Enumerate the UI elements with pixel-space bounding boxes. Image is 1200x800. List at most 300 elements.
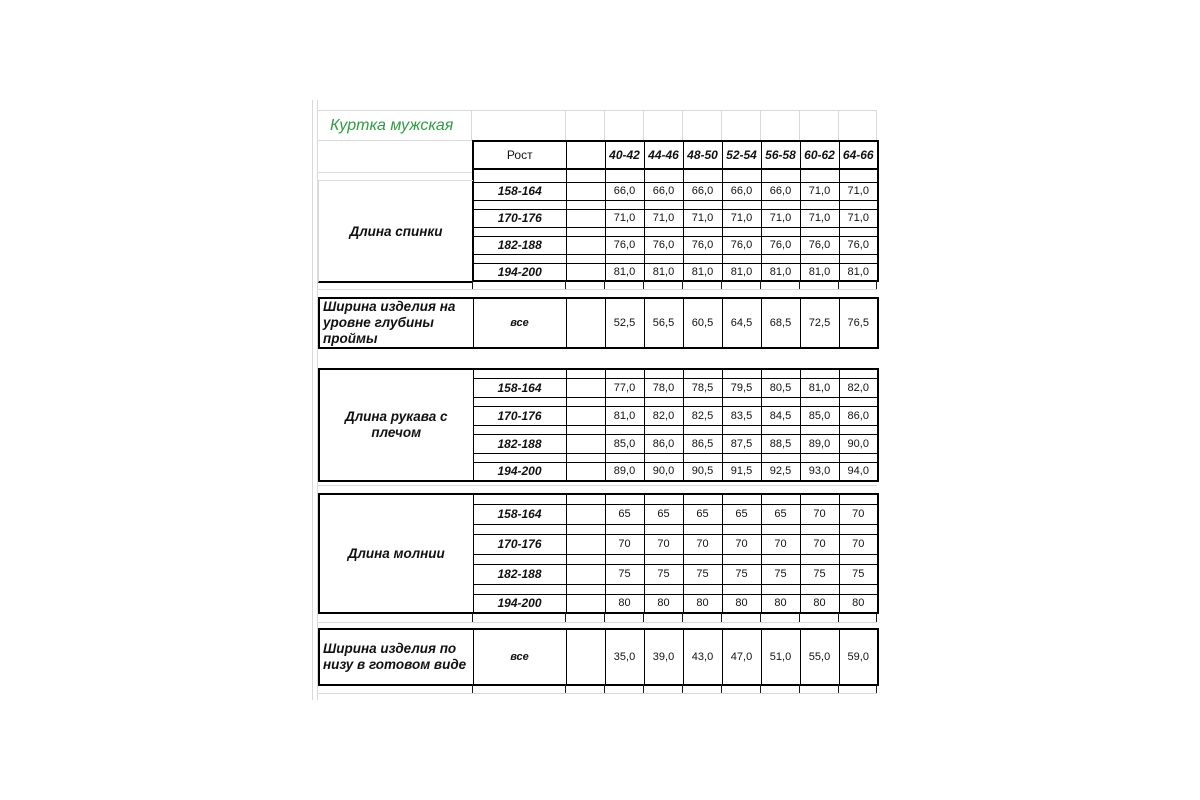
- value-cell: 85,0: [800, 406, 839, 425]
- empty-cell: [761, 524, 800, 534]
- value-cell: 90,5: [683, 462, 722, 481]
- gridline: [643, 613, 644, 622]
- value-cell: 80: [839, 594, 878, 613]
- empty-cell: [473, 554, 566, 564]
- value-cell: 90,0: [644, 462, 683, 481]
- value-cell: 77,0: [605, 378, 644, 397]
- gridline: [721, 280, 722, 289]
- height-range-cell: 170-176: [473, 534, 566, 554]
- empty-cell: [605, 453, 644, 462]
- section-zipper-length-table: [318, 493, 879, 614]
- gridline: [682, 613, 683, 622]
- value-cell: 81,0: [722, 263, 761, 281]
- empty-cell: [800, 200, 839, 209]
- section-label: Длина молнии: [319, 494, 473, 613]
- section-chest-width-table: [318, 297, 879, 349]
- gridline: [312, 100, 313, 700]
- value-cell: 84,5: [761, 406, 800, 425]
- value-cell: 82,0: [839, 378, 878, 397]
- value-cell: 81,0: [800, 263, 839, 281]
- empty-cell: [839, 254, 878, 263]
- value-cell: 51,0: [761, 629, 800, 685]
- value-cell: 66,0: [644, 182, 683, 200]
- empty-cell: [566, 494, 605, 504]
- gridline: [838, 613, 839, 622]
- empty-cell: [566, 209, 605, 227]
- empty-cell: [644, 584, 683, 594]
- section-hem-width-table: [318, 628, 879, 686]
- empty-cell: [644, 369, 683, 378]
- empty-cell: [566, 298, 605, 348]
- value-cell: 65: [605, 504, 644, 524]
- empty-cell: [839, 494, 878, 504]
- height-range-cell: 158-164: [473, 504, 566, 524]
- height-range-cell: 194-200: [473, 462, 566, 481]
- value-cell: 66,0: [605, 182, 644, 200]
- value-cell: 75: [683, 564, 722, 584]
- gridline: [721, 110, 722, 140]
- gridline: [799, 684, 800, 693]
- empty-cell: [722, 200, 761, 209]
- value-cell: 81,0: [644, 263, 683, 281]
- value-cell: 81,0: [605, 406, 644, 425]
- value-cell: 80: [761, 594, 800, 613]
- empty-cell: [839, 369, 878, 378]
- value-cell: 93,0: [800, 462, 839, 481]
- empty-cell: [683, 397, 722, 406]
- empty-cell: [722, 524, 761, 534]
- empty-cell: [644, 227, 683, 236]
- value-cell: 90,0: [839, 434, 878, 453]
- gridline: [643, 110, 644, 140]
- empty-cell: [683, 425, 722, 434]
- value-cell: 91,5: [722, 462, 761, 481]
- gridline: [318, 485, 877, 486]
- empty-cell: [683, 227, 722, 236]
- gridline: [838, 684, 839, 693]
- gridline: [565, 684, 566, 693]
- empty-cell: [566, 378, 605, 397]
- value-cell: 81,0: [683, 263, 722, 281]
- section-label: Ширина изделия по низу в готовом виде: [319, 629, 473, 685]
- empty-cell: [761, 169, 800, 182]
- value-cell: 76,0: [722, 236, 761, 254]
- gridline: [472, 280, 473, 289]
- value-cell: 71,0: [644, 209, 683, 227]
- empty-cell: [473, 453, 566, 462]
- value-cell: 60,5: [683, 298, 722, 348]
- size-column-header: 40-42: [605, 141, 644, 169]
- empty-cell: [473, 169, 566, 182]
- value-cell: 89,0: [800, 434, 839, 453]
- height-range-cell: 158-164: [473, 182, 566, 200]
- empty-cell: [605, 200, 644, 209]
- size-header-table: [472, 140, 879, 170]
- section-back-length-table: [472, 168, 879, 282]
- empty-cell: [839, 397, 878, 406]
- gridline: [876, 613, 877, 622]
- value-cell: 82,0: [644, 406, 683, 425]
- empty-cell: [566, 406, 605, 425]
- empty-cell: [473, 369, 566, 378]
- gridline: [318, 140, 472, 141]
- gridline: [643, 280, 644, 289]
- gridline: [472, 613, 473, 622]
- empty-cell: [800, 227, 839, 236]
- gridline: [318, 172, 472, 173]
- size-column-header: 60-62: [800, 141, 839, 169]
- empty-cell: [722, 494, 761, 504]
- value-cell: 71,0: [839, 209, 878, 227]
- empty-cell: [761, 397, 800, 406]
- size-column-header: 44-46: [644, 141, 683, 169]
- empty-cell: [566, 462, 605, 481]
- section-label: Ширина изделия на уровне глубины проймы: [319, 298, 473, 348]
- gridline: [721, 684, 722, 693]
- height-range-cell: 194-200: [473, 263, 566, 281]
- value-cell: 70: [839, 504, 878, 524]
- value-cell: 71,0: [683, 209, 722, 227]
- gridline: [565, 110, 566, 140]
- value-cell: 72,5: [800, 298, 839, 348]
- empty-cell: [800, 425, 839, 434]
- value-cell: 76,0: [800, 236, 839, 254]
- height-range-cell: 194-200: [473, 594, 566, 613]
- empty-cell: [566, 524, 605, 534]
- gridline: [604, 110, 605, 140]
- gridline: [604, 684, 605, 693]
- empty-cell: [566, 534, 605, 554]
- empty-cell: [566, 169, 605, 182]
- empty-cell: [683, 200, 722, 209]
- value-cell: 76,5: [839, 298, 878, 348]
- empty-cell: [473, 425, 566, 434]
- empty-cell: [761, 200, 800, 209]
- value-cell: 76,0: [644, 236, 683, 254]
- value-cell: 70: [605, 534, 644, 554]
- empty-cell: [683, 524, 722, 534]
- value-cell: 66,0: [722, 182, 761, 200]
- gridline: [682, 280, 683, 289]
- empty-cell: [566, 564, 605, 584]
- value-cell: 71,0: [839, 182, 878, 200]
- product-title: Куртка мужская: [330, 117, 454, 134]
- gridline: [604, 280, 605, 289]
- value-cell: 71,0: [722, 209, 761, 227]
- gridline: [682, 684, 683, 693]
- empty-cell: [839, 524, 878, 534]
- empty-cell: [605, 584, 644, 594]
- empty-cell: [566, 182, 605, 200]
- empty-cell: [644, 254, 683, 263]
- empty-cell: [605, 397, 644, 406]
- section-label: Длина рукава с плечом: [319, 369, 473, 481]
- value-cell: 71,0: [800, 209, 839, 227]
- gridline: [318, 110, 877, 111]
- empty-cell: [683, 584, 722, 594]
- value-cell: 81,0: [761, 263, 800, 281]
- empty-cell: [722, 397, 761, 406]
- section-sleeve-length-table: [318, 368, 879, 482]
- value-cell: 81,0: [605, 263, 644, 281]
- section-label: Длина спинки: [318, 180, 473, 283]
- empty-cell: [761, 494, 800, 504]
- gridline: [760, 684, 761, 693]
- empty-cell: [644, 554, 683, 564]
- size-column-header: 56-58: [761, 141, 800, 169]
- empty-cell: [473, 494, 566, 504]
- gridline: [682, 110, 683, 140]
- size-column-header: 64-66: [839, 141, 878, 169]
- empty-cell: [722, 584, 761, 594]
- empty-cell: [566, 584, 605, 594]
- height-range-cell: все: [473, 298, 566, 348]
- value-cell: 65: [722, 504, 761, 524]
- empty-cell: [566, 629, 605, 685]
- value-cell: 71,0: [800, 182, 839, 200]
- empty-cell: [605, 425, 644, 434]
- value-cell: 75: [644, 564, 683, 584]
- empty-cell: [473, 200, 566, 209]
- gridline: [471, 110, 472, 140]
- gridline: [604, 613, 605, 622]
- empty-cell: [566, 200, 605, 209]
- empty-cell: [800, 584, 839, 594]
- value-cell: 75: [761, 564, 800, 584]
- empty-cell: [644, 169, 683, 182]
- value-cell: 70: [800, 534, 839, 554]
- value-cell: 81,0: [839, 263, 878, 281]
- empty-cell: [605, 369, 644, 378]
- gridline: [760, 110, 761, 140]
- gridline: [318, 622, 877, 623]
- value-cell: 83,5: [722, 406, 761, 425]
- empty-cell: [761, 254, 800, 263]
- size-column-header: 48-50: [683, 141, 722, 169]
- gridline: [838, 280, 839, 289]
- gridline: [318, 289, 877, 290]
- empty-cell: [839, 425, 878, 434]
- size-column-header: 52-54: [722, 141, 761, 169]
- value-cell: 71,0: [761, 209, 800, 227]
- value-cell: 70: [761, 534, 800, 554]
- value-cell: 89,0: [605, 462, 644, 481]
- empty-cell: [644, 494, 683, 504]
- value-cell: 76,0: [761, 236, 800, 254]
- height-range-cell: 182-188: [473, 564, 566, 584]
- empty-cell: [473, 524, 566, 534]
- gridline: [799, 613, 800, 622]
- empty-cell: [800, 369, 839, 378]
- value-cell: 56,5: [644, 298, 683, 348]
- value-cell: 80: [605, 594, 644, 613]
- gridline: [876, 280, 877, 289]
- value-cell: 68,5: [761, 298, 800, 348]
- empty-cell: [605, 254, 644, 263]
- empty-cell: [839, 200, 878, 209]
- value-cell: 85,0: [605, 434, 644, 453]
- value-cell: 75: [800, 564, 839, 584]
- empty-cell: [644, 397, 683, 406]
- empty-cell: [839, 584, 878, 594]
- empty-cell: [800, 397, 839, 406]
- empty-cell: [605, 554, 644, 564]
- empty-cell: [566, 397, 605, 406]
- value-cell: 70: [644, 534, 683, 554]
- empty-cell: [605, 494, 644, 504]
- empty-cell: [566, 141, 605, 169]
- empty-cell: [722, 254, 761, 263]
- gridline: [838, 110, 839, 140]
- value-cell: 87,5: [722, 434, 761, 453]
- empty-cell: [683, 254, 722, 263]
- gridline: [799, 280, 800, 289]
- empty-cell: [800, 453, 839, 462]
- empty-cell: [722, 369, 761, 378]
- value-cell: 39,0: [644, 629, 683, 685]
- empty-cell: [761, 584, 800, 594]
- empty-cell: [722, 554, 761, 564]
- gridline: [472, 684, 473, 693]
- value-cell: 86,0: [644, 434, 683, 453]
- value-cell: 76,0: [683, 236, 722, 254]
- gridline: [565, 613, 566, 622]
- empty-cell: [566, 594, 605, 613]
- empty-cell: [566, 453, 605, 462]
- empty-cell: [683, 169, 722, 182]
- value-cell: 65: [683, 504, 722, 524]
- gridline: [876, 110, 877, 140]
- empty-cell: [605, 524, 644, 534]
- gridline: [565, 280, 566, 289]
- empty-cell: [722, 227, 761, 236]
- empty-cell: [761, 453, 800, 462]
- empty-cell: [839, 169, 878, 182]
- value-cell: 86,5: [683, 434, 722, 453]
- empty-cell: [644, 425, 683, 434]
- value-cell: 64,5: [722, 298, 761, 348]
- empty-cell: [722, 453, 761, 462]
- value-cell: 82,5: [683, 406, 722, 425]
- value-cell: 86,0: [839, 406, 878, 425]
- gridline: [876, 684, 877, 693]
- empty-cell: [473, 227, 566, 236]
- empty-cell: [683, 554, 722, 564]
- value-cell: 75: [605, 564, 644, 584]
- value-cell: 88,5: [761, 434, 800, 453]
- empty-cell: [722, 425, 761, 434]
- height-range-cell: все: [473, 629, 566, 685]
- value-cell: 80: [644, 594, 683, 613]
- value-cell: 81,0: [800, 378, 839, 397]
- value-cell: 55,0: [800, 629, 839, 685]
- empty-cell: [800, 494, 839, 504]
- empty-cell: [839, 554, 878, 564]
- value-cell: 79,5: [722, 378, 761, 397]
- empty-cell: [566, 434, 605, 453]
- value-cell: 80: [683, 594, 722, 613]
- value-cell: 70: [722, 534, 761, 554]
- empty-cell: [473, 584, 566, 594]
- empty-cell: [800, 254, 839, 263]
- empty-cell: [566, 263, 605, 281]
- value-cell: 65: [644, 504, 683, 524]
- gridline: [318, 693, 877, 694]
- empty-cell: [644, 200, 683, 209]
- empty-cell: [473, 254, 566, 263]
- value-cell: 71,0: [605, 209, 644, 227]
- value-cell: 59,0: [839, 629, 878, 685]
- value-cell: 70: [839, 534, 878, 554]
- empty-cell: [761, 369, 800, 378]
- value-cell: 94,0: [839, 462, 878, 481]
- gridline: [799, 110, 800, 140]
- value-cell: 66,0: [683, 182, 722, 200]
- empty-cell: [761, 554, 800, 564]
- empty-cell: [566, 369, 605, 378]
- empty-cell: [566, 504, 605, 524]
- gridline: [721, 613, 722, 622]
- gridline: [760, 280, 761, 289]
- height-range-cell: 170-176: [473, 406, 566, 425]
- value-cell: 78,5: [683, 378, 722, 397]
- empty-cell: [683, 453, 722, 462]
- empty-cell: [644, 524, 683, 534]
- height-range-cell: 182-188: [473, 434, 566, 453]
- empty-cell: [761, 227, 800, 236]
- value-cell: 52,5: [605, 298, 644, 348]
- height-range-cell: 182-188: [473, 236, 566, 254]
- value-cell: 70: [800, 504, 839, 524]
- value-cell: 78,0: [644, 378, 683, 397]
- gridline: [643, 684, 644, 693]
- value-cell: 65: [761, 504, 800, 524]
- gridline: [760, 613, 761, 622]
- value-cell: 66,0: [761, 182, 800, 200]
- empty-cell: [839, 453, 878, 462]
- empty-cell: [800, 554, 839, 564]
- empty-cell: [605, 227, 644, 236]
- empty-cell: [566, 227, 605, 236]
- value-cell: 80,5: [761, 378, 800, 397]
- value-cell: 70: [683, 534, 722, 554]
- empty-cell: [566, 425, 605, 434]
- empty-cell: [722, 169, 761, 182]
- empty-cell: [683, 369, 722, 378]
- empty-cell: [605, 169, 644, 182]
- value-cell: 75: [722, 564, 761, 584]
- value-cell: 76,0: [839, 236, 878, 254]
- empty-cell: [566, 554, 605, 564]
- empty-cell: [800, 169, 839, 182]
- value-cell: 80: [722, 594, 761, 613]
- value-cell: 35,0: [605, 629, 644, 685]
- empty-cell: [644, 453, 683, 462]
- value-cell: 76,0: [605, 236, 644, 254]
- height-range-cell: 170-176: [473, 209, 566, 227]
- empty-cell: [683, 494, 722, 504]
- empty-cell: [761, 425, 800, 434]
- empty-cell: [566, 236, 605, 254]
- empty-cell: [566, 254, 605, 263]
- value-cell: 92,5: [761, 462, 800, 481]
- value-cell: 80: [800, 594, 839, 613]
- empty-cell: [800, 524, 839, 534]
- height-range-cell: 158-164: [473, 378, 566, 397]
- value-cell: 47,0: [722, 629, 761, 685]
- empty-cell: [839, 227, 878, 236]
- empty-cell: [473, 397, 566, 406]
